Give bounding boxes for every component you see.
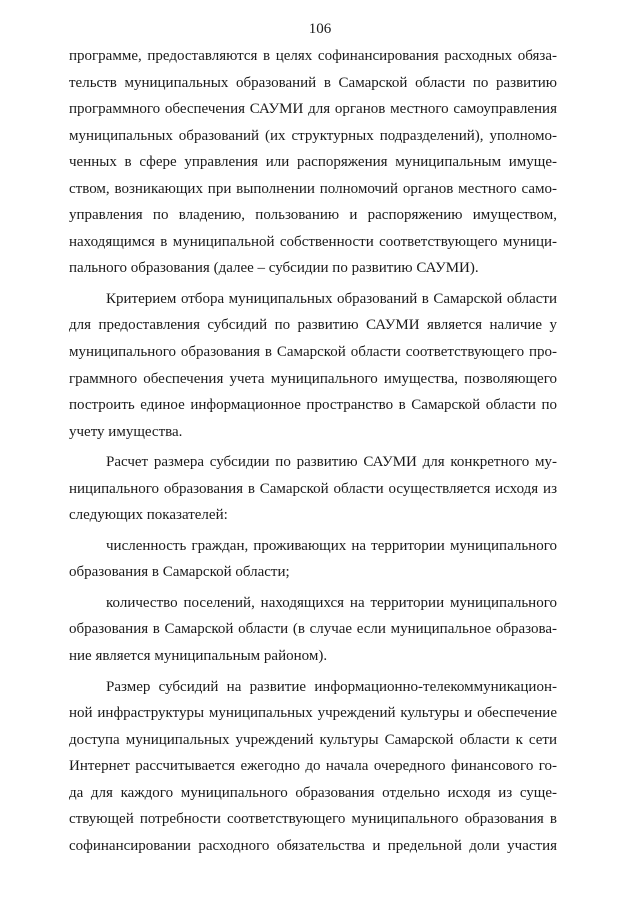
- paragraph: [69, 43, 557, 282]
- text-line: ченных в сфере управления или распоряжения муниципальным имуще-: [69, 154, 557, 171]
- text-line: пального образования (далее – субсидии по развитию САУМИ).: [69, 260, 479, 277]
- text-line: численность граждан, проживающих на территории муниципального: [106, 537, 557, 554]
- paragraph: [69, 449, 557, 529]
- text-line: образования в Самарской области (в случае если муниципальное образова-: [69, 621, 557, 638]
- text-line: доступа муниципальных учреждений культуры Самарской области к сети: [69, 731, 557, 748]
- text-line: ством, возникающих при выполнении полномочий органов местного само-: [69, 180, 557, 197]
- text-line: да для каждого муниципального образования отдельно исходя из суще-: [69, 784, 557, 801]
- text-line: управления по владению, пользованию и распоряжению имуществом,: [69, 207, 557, 224]
- text-line: Интернет рассчитывается ежегодно до начала очередного финансового го-: [69, 758, 557, 775]
- text-line: граммного обеспечения учета муниципального имущества, позволяющего: [69, 370, 557, 387]
- text-line: программного обеспечения САУМИ для органов местного самоуправления: [69, 101, 557, 118]
- text-line: софинансировании расходного обязательства и предельной доли участия: [69, 837, 557, 854]
- text-line: программе, предоставляются в целях софинансирования расходных обяза-: [69, 48, 557, 64]
- text-line: учету имущества.: [69, 423, 183, 440]
- text-line: ниципального образования в Самарской области осуществляется исходя из: [69, 480, 557, 497]
- text-line: муниципального образования в Самарской области соответствующего про-: [69, 344, 557, 361]
- paragraph: [69, 590, 557, 670]
- text-line: для предоставления субсидий по развитию САУМИ является наличие у: [69, 317, 557, 334]
- text-line: тельств муниципальных образований в Самарской области по развитию: [69, 74, 557, 91]
- body-text: [69, 43, 557, 859]
- text-line: количество поселений, находящихся на территории муниципального: [106, 594, 557, 611]
- paragraph: [69, 286, 557, 445]
- text-line: следующих показателей:: [69, 507, 228, 524]
- text-line: Критерием отбора муниципальных образований в Самарской области: [106, 290, 557, 307]
- text-line: ной инфраструктуры муниципальных учреждений культуры и обеспечение: [69, 705, 557, 722]
- text-line: образования в Самарской области;: [69, 564, 290, 581]
- paragraph: [69, 533, 557, 586]
- text-line: Размер субсидий на развитие информационно-телекоммуникацион-: [106, 678, 557, 695]
- text-line: построить единое информационное пространство в Самарской области по: [69, 397, 557, 414]
- text-line: находящимся в муниципальной собственности соответствующего муници-: [69, 233, 557, 250]
- text-line: Расчет размера субсидии по развитию САУМИ для конкретного му-: [106, 454, 557, 471]
- text-line: ствующей потребности соответствующего муниципального образования в: [69, 811, 557, 828]
- paragraph: [69, 674, 557, 860]
- text-line: ние является муниципальным районом).: [69, 648, 328, 665]
- text-line: муниципальных образований (их структурных подразделений), уполномо-: [69, 127, 557, 144]
- page-number: 106: [308, 21, 332, 37]
